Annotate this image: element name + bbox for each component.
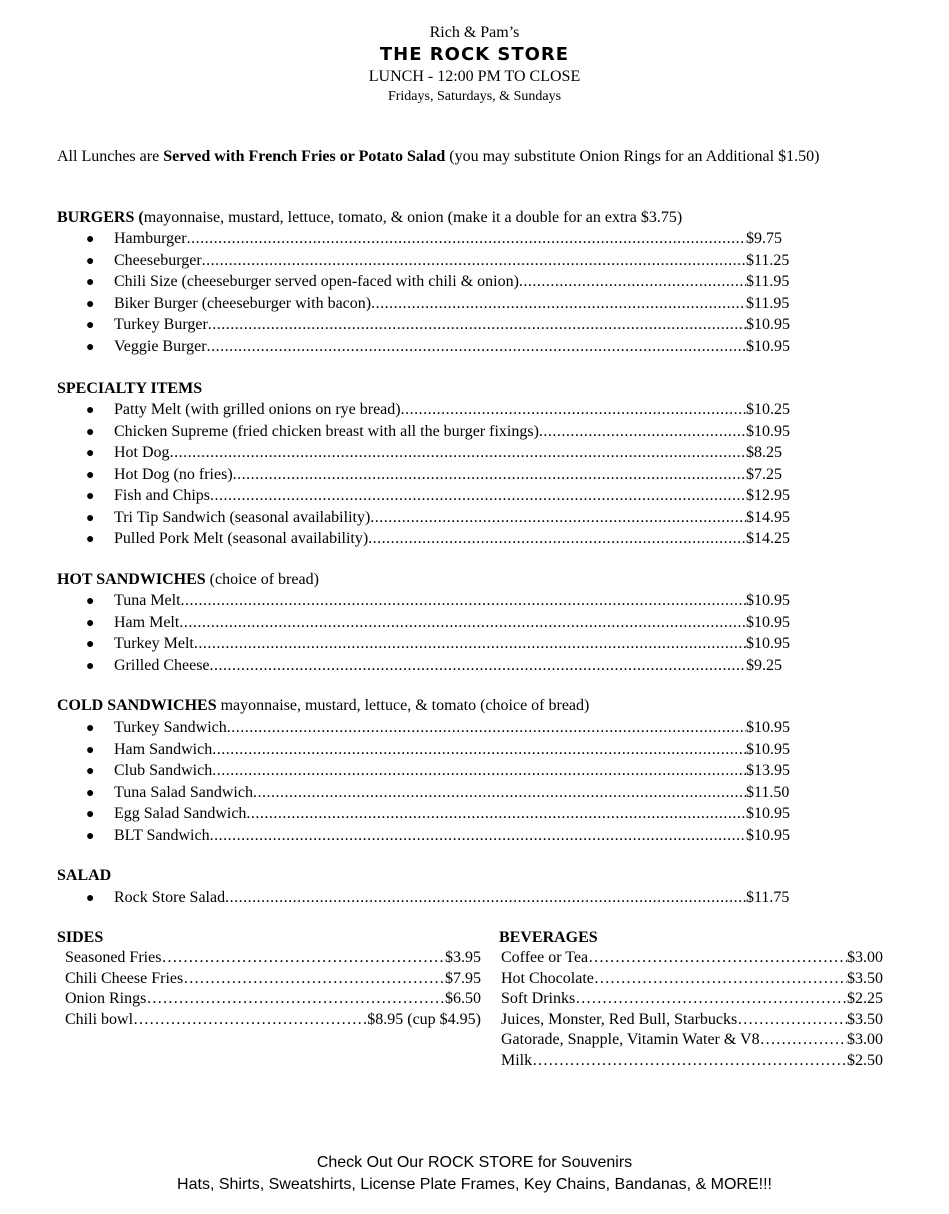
item-price: $10.95 xyxy=(746,613,790,631)
item-name: Gatorade, Snapple, Vitamin Water & V8 xyxy=(501,1031,760,1048)
item-name: Club Sandwich xyxy=(114,762,213,779)
burgers-title: BURGERS ( xyxy=(57,209,144,226)
leader-dots xyxy=(207,338,746,356)
item-name: Egg Salad Sandwich xyxy=(114,805,247,822)
page-title: THE ROCK STORE xyxy=(379,44,570,65)
item-name: Rock Store Salad xyxy=(114,889,226,906)
menu-item xyxy=(86,230,798,252)
item-name: Hot Dog xyxy=(114,444,170,461)
menu-item xyxy=(86,530,798,552)
item-price: $9.25 xyxy=(746,656,782,674)
burgers-note: mayonnaise, mustard, lettuce, tomato, & onion (make it a double for an extra $3.75) xyxy=(143,209,683,226)
menu-item xyxy=(501,949,883,969)
item-name: Grilled Cheese xyxy=(114,656,210,674)
item-name: Ham Melt xyxy=(114,613,180,631)
item-price: $14.95 xyxy=(746,508,790,526)
item-price: $8.25 xyxy=(746,444,782,461)
bullet-icon: ● xyxy=(86,658,95,674)
leader-dots xyxy=(370,509,746,527)
bullet-icon: ● xyxy=(86,807,95,822)
bullet-icon: ● xyxy=(86,764,95,779)
menu-item xyxy=(86,657,798,679)
owners-line: Rich & Pam’s xyxy=(429,24,520,41)
menu-item xyxy=(86,827,798,849)
menu-item xyxy=(501,970,883,990)
menu-item xyxy=(86,592,798,614)
leader-dots xyxy=(194,635,746,653)
bullet-icon: ● xyxy=(86,318,95,333)
leader-dots xyxy=(212,741,746,759)
menu-item xyxy=(501,1011,883,1031)
cold-sandwiches-heading xyxy=(57,697,589,715)
item-name: Turkey Burger xyxy=(114,316,208,333)
menu-item xyxy=(65,990,481,1010)
leader-dots xyxy=(575,990,847,1008)
lunch-intro xyxy=(57,148,819,166)
bullet-icon: ● xyxy=(86,446,95,461)
bullet-icon: ● xyxy=(86,891,95,906)
item-price: $13.95 xyxy=(746,762,790,779)
bullet-icon: ● xyxy=(86,742,95,758)
leader-dots xyxy=(208,316,746,334)
menu-item xyxy=(86,401,798,423)
menu-item xyxy=(86,889,798,911)
leader-dots xyxy=(133,1011,367,1029)
item-price: $11.95 xyxy=(746,273,790,290)
bullet-icon: ● xyxy=(86,510,95,526)
item-name: Veggie Burger xyxy=(114,337,207,355)
menu-item xyxy=(65,970,481,990)
souvenirs-items: Hats, Shirts, Sweatshirts, License Plate Frames, Key Chains, Bandanas, & MORE!!! xyxy=(177,1176,772,1193)
cold-title: COLD SANDWICHES xyxy=(57,697,217,714)
bullet-icon: ● xyxy=(86,232,95,247)
item-price: $12.95 xyxy=(746,487,790,504)
item-price: $10.95 xyxy=(746,422,790,440)
menu-item xyxy=(65,949,481,969)
item-price: $3.00 xyxy=(847,949,883,966)
item-name: Hot Chocolate xyxy=(501,969,594,987)
item-name: Cheeseburger xyxy=(114,251,202,269)
menu-item xyxy=(86,719,798,741)
item-name: Tri Tip Sandwich (seasonal availability) xyxy=(114,508,371,526)
menu-item xyxy=(501,990,883,1010)
menu-item xyxy=(86,487,798,509)
item-price: $10.25 xyxy=(746,401,790,418)
item-name: Soft Drinks xyxy=(501,990,576,1007)
leader-dots xyxy=(212,762,746,780)
item-name: Turkey Melt xyxy=(114,635,194,652)
item-price: $2.50 xyxy=(847,1051,883,1069)
leader-dots xyxy=(181,592,746,610)
leader-dots xyxy=(519,273,746,291)
item-name: Ham Sandwich xyxy=(114,740,213,758)
menu-item xyxy=(65,1011,481,1031)
leader-dots xyxy=(227,719,746,737)
leader-dots xyxy=(737,1011,847,1029)
leader-dots xyxy=(146,990,445,1008)
bullet-icon: ● xyxy=(86,424,95,440)
leader-dots xyxy=(253,784,746,802)
leader-dots xyxy=(588,949,847,967)
bullet-icon: ● xyxy=(86,594,95,609)
item-price: $10.95 xyxy=(746,316,790,333)
specialty-title: SPECIALTY ITEMS xyxy=(57,380,203,397)
item-name: Hot Dog (no fries) xyxy=(114,465,233,483)
menu-item xyxy=(86,805,798,827)
leader-dots xyxy=(246,805,746,823)
bullet-icon: ● xyxy=(86,637,95,652)
item-price: $11.25 xyxy=(746,251,790,269)
bullet-icon: ● xyxy=(86,467,95,483)
item-name: Patty Melt (with grilled onions on rye bread) xyxy=(114,401,401,418)
item-name: Chili bowl xyxy=(65,1010,134,1028)
bullet-icon: ● xyxy=(86,296,95,312)
item-name: Onion Rings xyxy=(65,990,147,1007)
menu-item xyxy=(86,466,798,488)
leader-dots xyxy=(183,970,445,988)
menu-item xyxy=(86,423,798,445)
menu-item xyxy=(86,762,798,784)
item-price: $8.95 (cup $4.95) xyxy=(367,1010,481,1028)
item-name: Turkey Sandwich xyxy=(114,719,227,736)
menu-item xyxy=(501,1052,883,1072)
item-name: Milk xyxy=(501,1051,533,1069)
item-name: Chicken Supreme (fried chicken breast with all the burger fixings) xyxy=(114,422,539,440)
item-price: $11.50 xyxy=(746,783,790,801)
bullet-icon: ● xyxy=(86,532,95,547)
item-price: $2.25 xyxy=(847,990,883,1007)
bullet-icon: ● xyxy=(86,721,95,736)
leader-dots xyxy=(202,252,746,270)
menu-item xyxy=(86,273,798,295)
menu-item xyxy=(86,509,798,531)
item-price: $10.95 xyxy=(746,635,790,652)
leader-dots xyxy=(539,423,746,441)
bullet-icon: ● xyxy=(86,785,95,801)
item-name: Seasoned Fries xyxy=(65,949,162,966)
leader-dots xyxy=(170,444,746,462)
leader-dots xyxy=(187,230,746,248)
menu-item xyxy=(501,1031,883,1051)
menu-item xyxy=(86,741,798,763)
item-price: $14.25 xyxy=(746,530,790,547)
leader-dots xyxy=(179,614,746,632)
item-price: $3.50 xyxy=(847,1010,883,1028)
item-name: Hamburger xyxy=(114,230,187,247)
specialty-heading xyxy=(57,380,202,398)
leader-dots xyxy=(594,970,847,988)
leader-dots xyxy=(210,827,746,845)
item-price: $10.95 xyxy=(746,805,790,822)
salad-title: SALAD xyxy=(57,867,112,884)
item-price: $7.25 xyxy=(746,465,782,483)
bullet-icon: ● xyxy=(86,828,95,844)
salad-heading xyxy=(57,867,111,885)
item-price: $10.95 xyxy=(746,592,790,609)
item-name: Coffee or Tea xyxy=(501,949,589,966)
beverages-heading: BEVERAGES xyxy=(499,929,598,946)
leader-dots xyxy=(760,1031,847,1049)
menu-item xyxy=(86,252,798,274)
leader-dots xyxy=(225,889,746,907)
item-price: $9.75 xyxy=(746,230,782,247)
bullet-icon: ● xyxy=(86,253,95,269)
item-name: Juices, Monster, Red Bull, Starbucks xyxy=(501,1010,738,1028)
item-price: $3.50 xyxy=(847,969,883,987)
item-price: $10.95 xyxy=(746,719,790,736)
intro-prefix: All Lunches are xyxy=(57,148,164,165)
item-price: $10.95 xyxy=(746,337,790,355)
bullet-icon: ● xyxy=(86,275,95,290)
hot-note: (choice of bread) xyxy=(205,571,319,588)
menu-item xyxy=(86,295,798,317)
item-price: $11.75 xyxy=(746,889,790,906)
menu-item xyxy=(86,784,798,806)
hot-sandwiches-heading xyxy=(57,571,319,589)
service-days: Fridays, Saturdays, & Sundays xyxy=(387,89,562,104)
menu-item xyxy=(86,316,798,338)
leader-dots xyxy=(233,466,746,484)
menu-item xyxy=(86,444,798,466)
item-name: Tuna Salad Sandwich xyxy=(114,783,253,801)
souvenirs-line: Check Out Our ROCK STORE for Souvenirs xyxy=(316,1154,633,1171)
intro-bold: Served with French Fries or Potato Salad xyxy=(163,148,446,165)
item-name: Pulled Pork Melt (seasonal availability) xyxy=(114,530,369,547)
burgers-heading xyxy=(57,209,682,227)
item-name: Chili Size (cheeseburger served open-faced with chili & onion) xyxy=(114,273,519,290)
item-price: $10.95 xyxy=(746,740,790,758)
item-name: BLT Sandwich xyxy=(114,826,210,844)
hot-title: HOT SANDWICHES xyxy=(57,571,206,588)
leader-dots xyxy=(401,401,746,419)
item-price: $6.50 xyxy=(445,990,481,1007)
intro-suffix: (you may substitute Onion Rings for an Additional $1.50) xyxy=(445,148,820,165)
sides-heading: SIDES xyxy=(57,929,104,946)
leader-dots xyxy=(368,530,746,548)
item-price: $10.95 xyxy=(746,826,790,844)
menu-item xyxy=(86,614,798,636)
item-name: Chili Cheese Fries xyxy=(65,969,184,987)
bullet-icon: ● xyxy=(86,489,95,504)
item-price: $7.95 xyxy=(445,969,481,987)
item-price: $11.95 xyxy=(746,294,790,312)
bullet-icon: ● xyxy=(86,403,95,418)
item-name: Tuna Melt xyxy=(114,592,181,609)
bullet-icon: ● xyxy=(86,339,95,355)
leader-dots xyxy=(532,1052,847,1070)
item-price: $3.95 xyxy=(445,949,481,966)
item-price: $3.00 xyxy=(847,1031,883,1048)
bullet-icon: ● xyxy=(86,615,95,631)
leader-dots xyxy=(210,657,746,675)
menu-item xyxy=(86,635,798,657)
lunch-hours: LUNCH - 12:00 PM TO CLOSE xyxy=(368,68,581,85)
menu-item xyxy=(86,338,798,360)
item-name: Biker Burger (cheeseburger with bacon) xyxy=(114,294,372,312)
leader-dots xyxy=(161,949,445,967)
item-name: Fish and Chips xyxy=(114,487,211,504)
leader-dots xyxy=(210,487,746,505)
leader-dots xyxy=(371,295,746,313)
cold-note: mayonnaise, mustard, lettuce, & tomato (choice of bread) xyxy=(216,697,590,714)
